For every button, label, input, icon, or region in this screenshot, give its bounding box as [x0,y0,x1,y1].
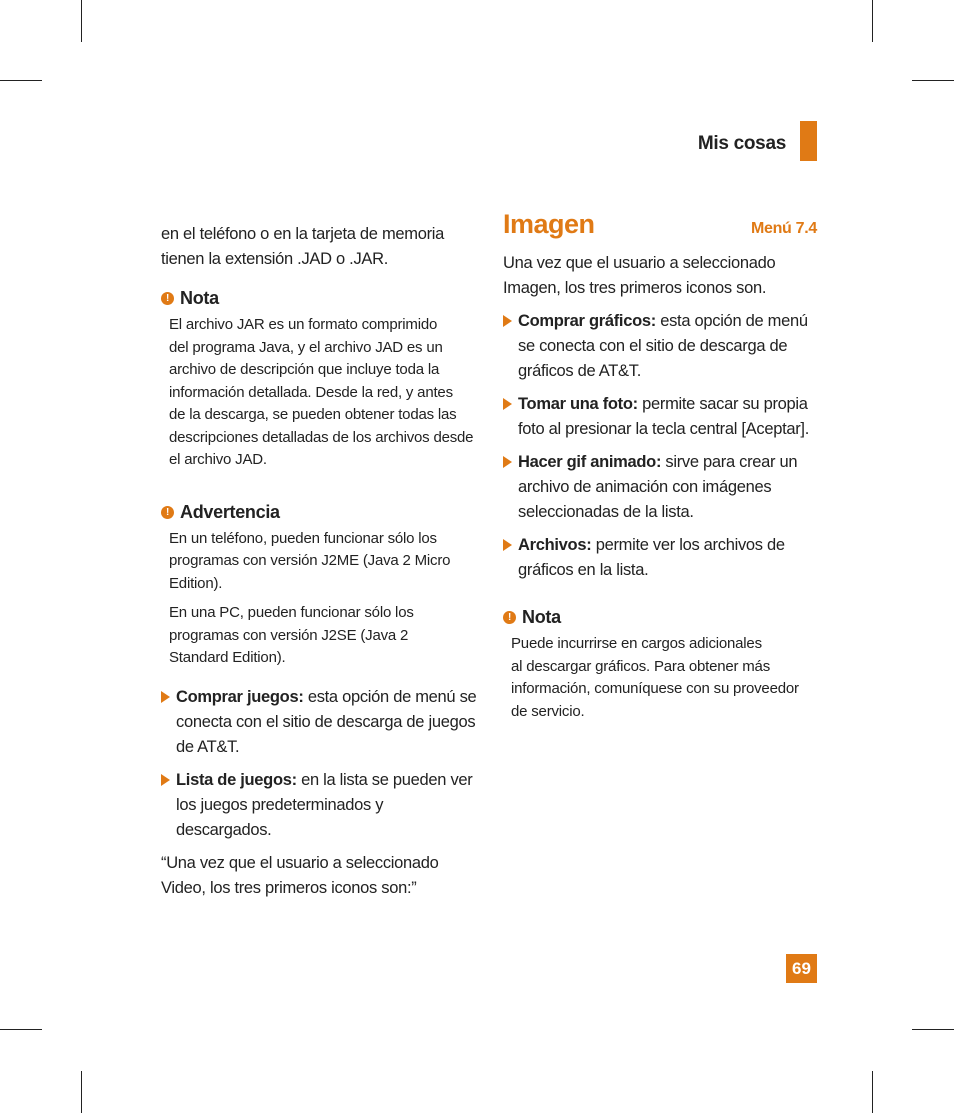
list-item-text: esta opción de menú se conecta con el sitio de descarga de juegos de AT&T. [176,687,477,756]
warning-icon: ! [161,506,174,519]
crop-mark [81,1071,82,1113]
warning-paragraph: En una PC, pueden funcionar sólo los programas con versión J2SE (Java 2 Standard Edition). [169,604,414,666]
note-heading [503,605,823,630]
list-item-text: en la lista se pueden ver los juegos predeterminados y descargados. [176,770,473,839]
note-line: descripciones detalladas de los archivos desde [169,428,474,446]
list-item-text: esta opción de menú se conecta con el sitio de descarga de gráficos de AT&T. [518,312,808,380]
list-item [503,309,823,384]
intro-paragraph: Una vez que el usuario a seleccionado Imagen, los tres primeros iconos son. [503,254,776,297]
arrow-right-icon [503,315,512,327]
list-item [503,533,823,583]
note-line: Puede incurrirse en cargos adicionales [511,635,762,652]
section-heading [503,209,817,241]
warning-body [161,528,479,670]
note-line: archivo de descripción que incluye toda la [169,361,440,378]
note-line: de la descarga, se pueden obtener todas las [169,406,457,423]
list-item-term: Tomar una foto: [518,395,638,413]
warning-heading [161,500,479,525]
warning-icon: ! [503,611,516,624]
note-line: del programa Java, y el archivo JAD es un [169,338,443,356]
list-item-term: Lista de juegos: [176,770,297,789]
crop-mark [912,80,954,81]
crop-mark [81,0,82,42]
arrow-right-icon [503,398,512,410]
list-item [503,450,823,525]
list-item-term: Comprar gráficos: [518,312,656,330]
list-item-text: sirve para crear un archivo de animación con imágenes seleccionadas de la lista. [518,453,798,521]
note-line: información, comuníquese con su proveedor [511,680,799,697]
note-line: el archivo JAD. [169,451,267,468]
list-item-term: Archivos: [518,536,592,554]
list-item-term: Comprar juegos: [176,687,304,706]
note-heading-label: Nota [180,288,219,308]
list-item [503,392,823,442]
page-number: 69 [786,954,817,983]
left-column [161,222,479,901]
note-line: El archivo JAR es un formato comprimido [169,316,438,333]
closing-paragraph: “Una vez que el usuario a seleccionado Video, los tres primeros iconos son:” [161,853,439,897]
intro-paragraph: en el teléfono o en la tarjeta de memoria tienen la extensión .JAD o .JAR. [161,225,445,268]
list-item [161,685,479,760]
page-title: Imagen [503,209,595,239]
list-item-text: permite sacar su propia foto al presionar la tecla central [Aceptar]. [518,395,809,438]
note-heading [161,286,479,311]
section-header-title: Mis cosas [697,133,786,154]
list-item-term: Hacer gif animado: [518,453,662,471]
crop-mark [912,1029,954,1030]
menu-reference: Menú 7.4 [750,220,817,237]
crop-mark [872,1071,873,1113]
crop-mark [872,0,873,42]
note-heading-label: Nota [522,607,561,627]
arrow-right-icon [503,539,512,551]
section-tab-marker [800,121,817,161]
right-column [503,209,823,723]
warning-icon: ! [161,292,174,305]
list-item-text: permite ver los archivos de gráficos en la lista. [518,536,785,579]
note-line: información detallada. Desde la red, y antes [169,383,453,401]
list-item [161,768,479,843]
crop-mark [0,1029,42,1030]
arrow-right-icon [161,691,170,703]
note-body [503,633,823,723]
warning-heading-label: Advertencia [180,501,280,522]
arrow-right-icon [161,774,170,786]
crop-mark [0,80,42,81]
note-line: al descargar gráficos. Para obtener más [511,657,770,675]
arrow-right-icon [503,456,512,468]
warning-paragraph: En un teléfono, pueden funcionar sólo los programas con versión J2ME (Java 2 Micro Edition). [169,529,451,592]
note-line: de servicio. [511,702,585,720]
note-body [161,314,479,472]
